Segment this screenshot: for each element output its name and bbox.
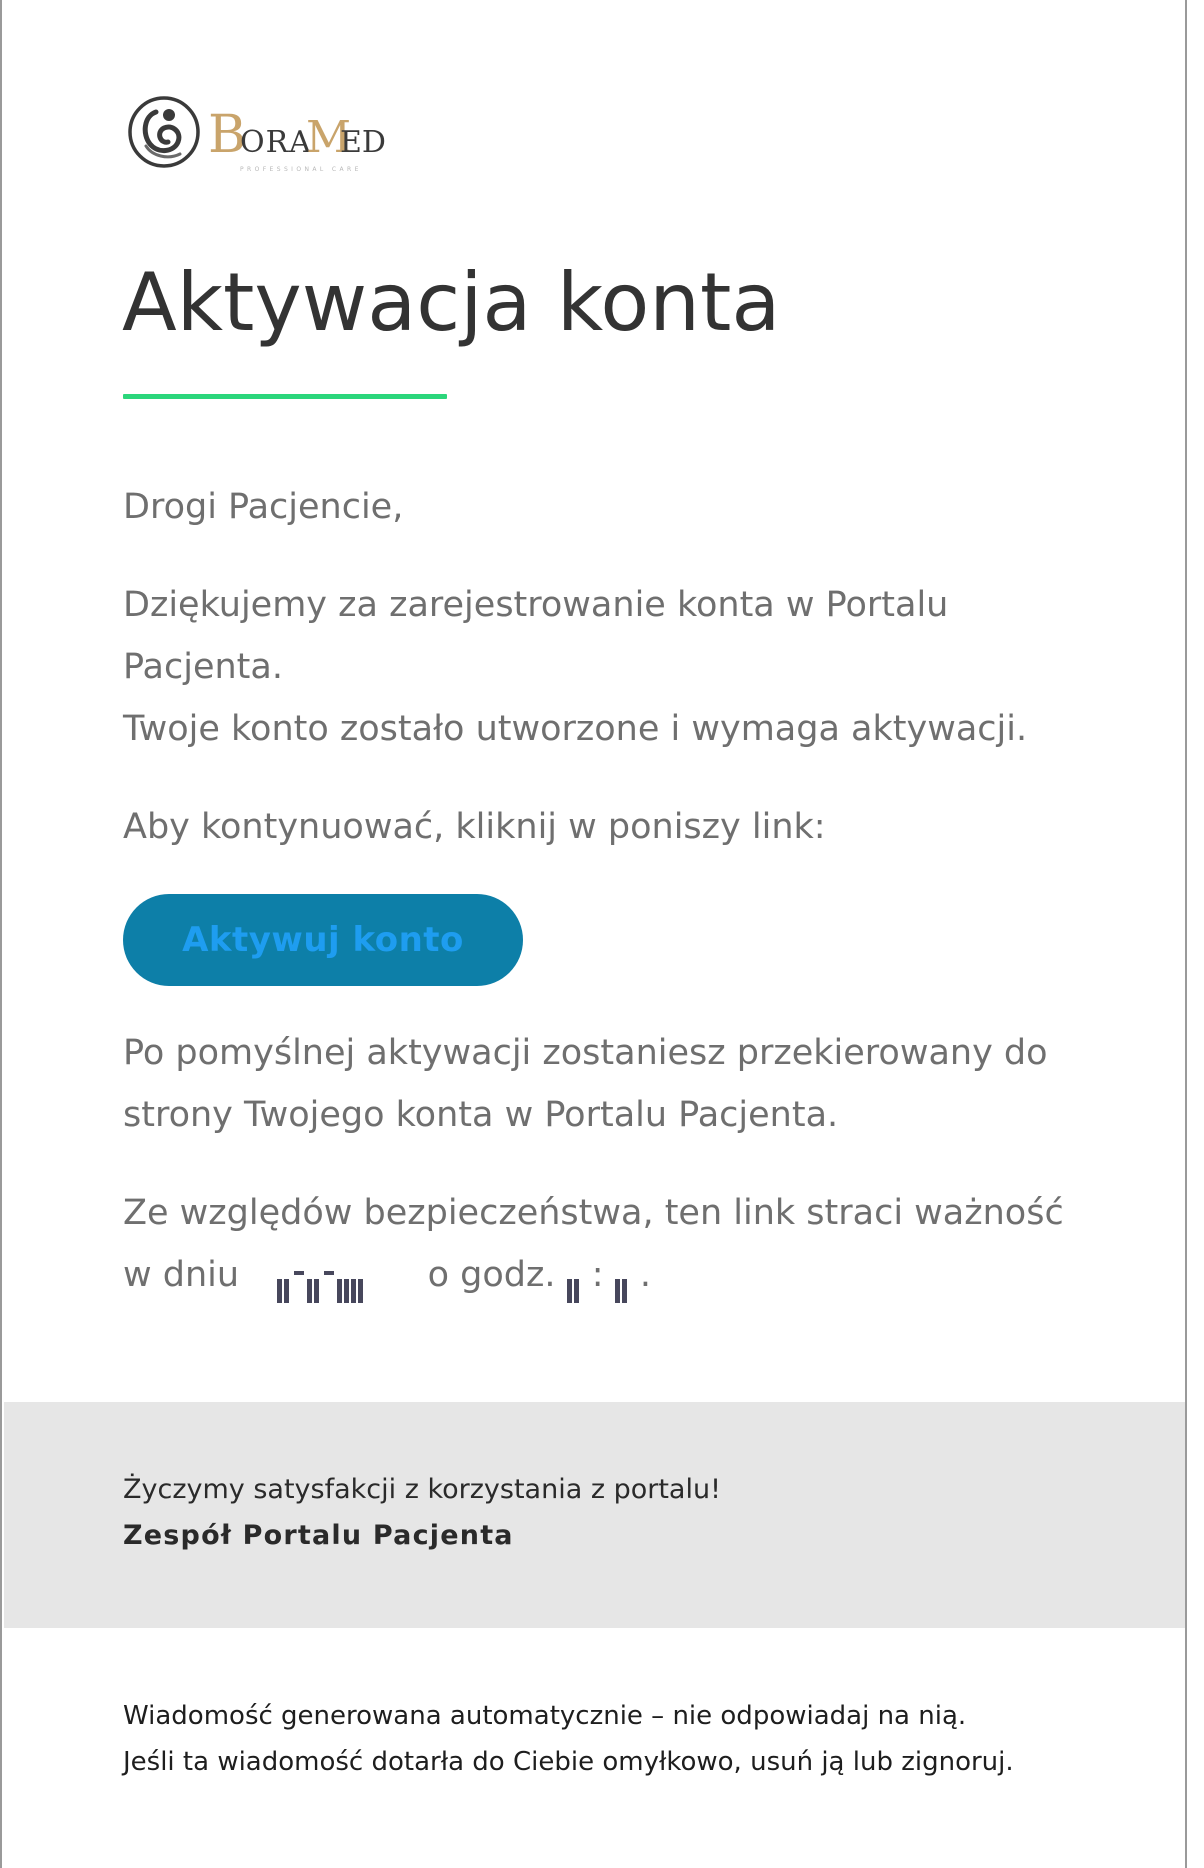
thanks-paragraph <box>123 574 1083 760</box>
instruction-text: Aby kontynuować, kliknij w poniszy link: <box>123 807 826 847</box>
security-time-prefix: o godz. <box>427 1255 556 1295</box>
security-line-1: Ze względów bezpieczeństwa, ten link straci ważność <box>123 1193 1064 1233</box>
footer-band <box>4 1402 1185 1628</box>
redacted-date <box>277 1261 291 1285</box>
thanks-line-3: Twoje konto zostało utworzone i wymaga aktywacji. <box>123 709 1028 749</box>
logo-letter-b: B <box>208 105 247 165</box>
page-title: Aktywacja konta <box>122 256 781 349</box>
disclaimer-line-1: Wiadomość generowana automatycznie – nie odpowiadaj na nią. <box>123 1701 967 1731</box>
security-end: . <box>639 1255 652 1295</box>
thanks-line-1: Dziękujemy za zarejestrowanie konta w Portalu <box>123 585 949 625</box>
logo-text-ed: ED <box>340 125 386 160</box>
date-dash-1 <box>294 1271 304 1275</box>
activate-account-button[interactable]: Aktywuj konto <box>123 894 523 986</box>
greeting: Drogi Pacjencie, <box>123 487 404 527</box>
title-underline <box>123 394 447 399</box>
time-colon: : <box>591 1255 604 1295</box>
logo-tagline: PROFESSIONAL CARE <box>240 166 362 173</box>
disclaimer-line-2: Jeśli ta wiadomość dotarła do Ciebie omyłkowo, usuń ją lub zignoruj. <box>123 1747 1014 1777</box>
boramed-logo <box>128 94 428 184</box>
logo-letter-m: M <box>306 112 352 163</box>
logo-graphic <box>128 94 428 184</box>
security-paragraph <box>123 1182 1083 1306</box>
logo-head <box>163 109 175 121</box>
after-line-2: strony Twojego konta w Portalu Pacjenta. <box>123 1095 839 1135</box>
redacted-date-month <box>307 1261 321 1285</box>
redacted-minute <box>615 1261 629 1285</box>
footer-team-signature: Zespół Portalu Pacjenta <box>123 1520 514 1551</box>
security-date-prefix: w dniu <box>123 1255 240 1295</box>
logo-text-ora: ORA <box>240 125 312 160</box>
redacted-hour <box>567 1261 581 1285</box>
redacted-date-year <box>337 1261 365 1285</box>
thanks-line-2: Pacjenta. <box>123 647 283 687</box>
security-line-2 <box>123 1244 1083 1306</box>
footer-wish: Życzymy satysfakcji z korzystania z portalu! <box>123 1474 721 1505</box>
after-activation-paragraph <box>123 1022 1083 1146</box>
date-dash-2 <box>324 1271 334 1275</box>
auto-generated-disclaimer <box>123 1693 1014 1785</box>
after-line-1: Po pomyślnej aktywacji zostaniesz przekierowany do <box>123 1033 1048 1073</box>
